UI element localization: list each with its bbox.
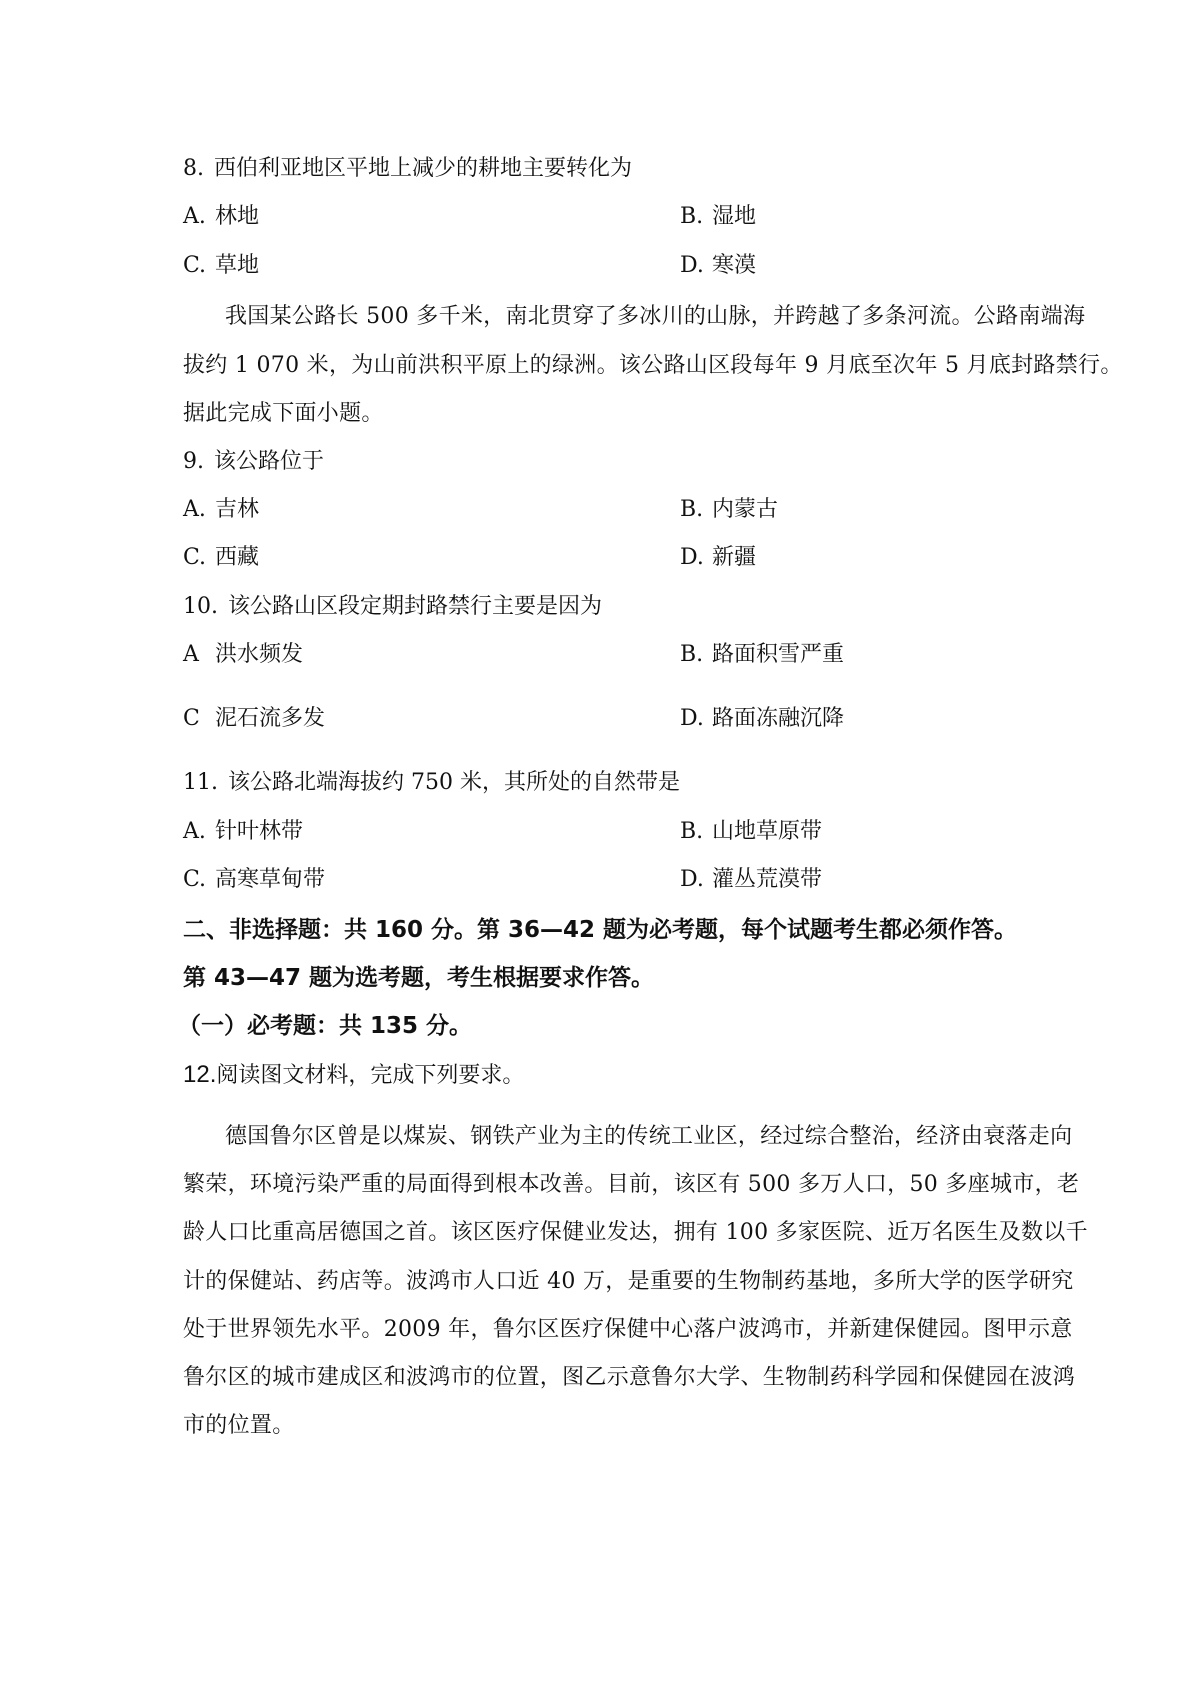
option-c (183, 704, 325, 734)
question-10-stem (183, 592, 602, 622)
option-text: 草地 (215, 253, 260, 278)
option-a (183, 817, 303, 847)
section-heading: 第 43—47 题为选考题，考生根据要求作答。 (183, 965, 655, 991)
passage-line: 拔约 1 070 米，为山前洪积平原上的绿洲。该公路山区段每年 9 月底至次年 5 月底封路禁行。 (183, 353, 1123, 378)
option-a (183, 640, 303, 670)
option-b (680, 640, 844, 670)
option-text: 路面冻融沉降 (712, 706, 845, 731)
option-letter: B. (680, 497, 704, 522)
option-letter: B. (680, 819, 704, 844)
option-a (183, 202, 259, 232)
option-letter: B. (680, 642, 704, 667)
option-text: 林地 (215, 204, 260, 229)
option-c (183, 543, 259, 573)
material-line: 龄人口比重高居德国之首。该区医疗保健业发达，拥有 100 多家医院、近万名医生及数以千 (183, 1220, 1088, 1245)
question-text: 该公路北端海拔约 750 米，其所处的自然带是 (228, 770, 680, 795)
option-letter: A (183, 642, 199, 667)
option-b (680, 817, 822, 847)
option-letter: B. (680, 204, 704, 229)
option-c (183, 251, 259, 281)
option-text: 新疆 (712, 545, 757, 570)
question-number: 10. (183, 594, 218, 619)
question-12-stem (183, 1060, 524, 1091)
option-letter: A. (183, 204, 206, 229)
question-number: 12. (183, 1061, 217, 1088)
option-letter: D. (680, 253, 704, 278)
question-text: 该公路位于 (214, 449, 325, 474)
question-9-stem (183, 447, 324, 477)
option-text: 泥石流多发 (215, 706, 326, 731)
option-letter: C. (183, 867, 207, 892)
option-a (183, 495, 259, 525)
option-d (680, 251, 756, 281)
option-text: 洪水频发 (215, 642, 304, 667)
option-d (680, 865, 822, 895)
material-line: 繁荣，环境污染严重的局面得到根本改善。目前，该区有 500 多万人口，50 多座城市，老 (183, 1172, 1080, 1197)
option-letter: A. (183, 819, 206, 844)
material-line: 市的位置。 (183, 1413, 295, 1438)
passage-line: 据此完成下面小题。 (183, 401, 384, 426)
question-11-stem (183, 768, 680, 798)
option-letter: D. (680, 867, 704, 892)
option-letter: C. (183, 253, 207, 278)
question-text: 西伯利亚地区平地上减少的耕地主要转化为 (214, 156, 633, 181)
question-text: 阅读图文材料，完成下列要求。 (216, 1063, 525, 1088)
option-text: 内蒙古 (712, 497, 779, 522)
question-number: 9. (183, 449, 204, 474)
option-text: 西藏 (215, 545, 260, 570)
option-text: 山地草原带 (712, 819, 823, 844)
section-heading: 二、非选择题：共 160 分。第 36—42 题为必考题，每个试题考生都必须作答。 (183, 917, 1018, 943)
question-text: 该公路山区段定期封路禁行主要是因为 (228, 594, 603, 619)
question-number: 11. (183, 770, 218, 795)
option-text: 针叶林带 (215, 819, 304, 844)
question-number: 8. (183, 156, 204, 181)
material-line: 计的保健站、药店等。波鸿市人口近 40 万，是重要的生物制药基地，多所大学的医学研究 (183, 1269, 1074, 1294)
option-d (680, 704, 844, 734)
option-letter: A. (183, 497, 206, 522)
option-text: 路面积雪严重 (712, 642, 845, 667)
option-text: 吉林 (215, 497, 260, 522)
question-8-stem (183, 154, 632, 184)
material-line: 德国鲁尔区曾是以煤炭、钢铁产业为主的传统工业区，经过综合整治，经济由衰落走向 (225, 1124, 1073, 1149)
option-d (680, 543, 756, 573)
passage-line: 我国某公路长 500 多千米，南北贯穿了多冰川的山脉，并跨越了多条河流。公路南端海 (225, 304, 1086, 329)
option-text: 灌丛荒漠带 (712, 867, 823, 892)
option-text: 高寒草甸带 (215, 867, 326, 892)
material-line: 处于世界领先水平。2009 年，鲁尔区医疗保健中心落户波鸿市，并新建保健园。图甲示意 (183, 1317, 1073, 1342)
option-text: 湿地 (712, 204, 757, 229)
option-b (680, 495, 778, 525)
option-letter: C. (183, 545, 207, 570)
option-letter: D. (680, 545, 704, 570)
option-letter: C (183, 706, 200, 731)
material-line: 鲁尔区的城市建成区和波鸿市的位置，图乙示意鲁尔大学、生物制药科学园和保健园在波鸿 (183, 1365, 1076, 1390)
subsection-heading: （一）必考题：共 135 分。 (178, 1013, 473, 1039)
option-b (680, 202, 756, 232)
option-letter: D. (680, 706, 704, 731)
option-text: 寒漠 (712, 253, 757, 278)
option-c (183, 865, 325, 895)
